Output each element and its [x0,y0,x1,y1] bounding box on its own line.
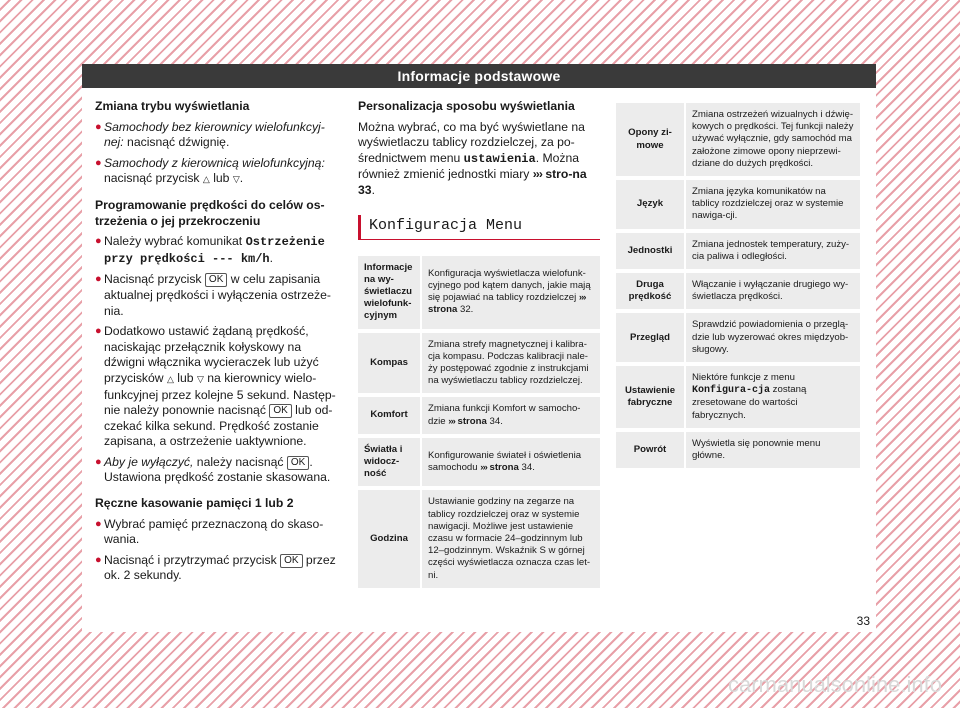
table-row [616,273,860,309]
instruction-text: . [269,250,274,265]
table-key: Ustawienie fabryczne [616,366,686,428]
page-ref-arrow-icon: ››› [480,462,487,474]
bullet-icon: ● [95,273,102,286]
bullet-icon: ● [95,517,102,530]
ok-button-icon: OK [269,404,291,418]
instruction-text: Nacisnąć i przytrzymać przycisk [104,552,281,567]
table-value [686,273,860,309]
watermark: carmanualsonline.info [727,672,942,697]
table-key: Światła i widocz-ność [358,438,422,487]
triangle-down-icon: ▽ [232,174,240,185]
section-title-memory-reset: Ręczne kasowanie pamięci 1 lub 2 [95,496,294,511]
page-reference: stro-na 33 [358,167,587,197]
value-text: zostaną zresetowane do wartości fabrycznych. [692,384,807,421]
value-text: Zmiana strefy magnetycznej i kalibra-cja kompasu. Podczas kalibracji nale-ży postępować zgodnie z instrukcjami na wyświetlaczu tablicy rozdzielczej. [428,338,589,387]
instruction-text: lub od-czekać kilka sekund. Prędkość zostanie zapisana, a ostrzeżenie uaktywnione. [104,403,333,449]
list-item [95,234,343,267]
bullet-icon: ● [95,553,102,566]
list-item [95,120,343,151]
table-row [616,103,860,176]
instruction-text: Wybrać pamięć przeznaczoną do skaso-wania. [104,516,324,547]
page-header: Informacje podstawowe [82,64,876,88]
table-row [358,490,600,587]
bullet-icon: ● [95,455,102,468]
table-value [686,103,860,176]
page-reference: strona [454,415,487,427]
table-value [422,256,600,329]
ok-button-icon: OK [280,554,302,568]
page-reference: strona [486,462,519,474]
bullet-icon: ● [95,235,102,248]
instruction-text: nacisnąć przycisk [104,171,203,186]
page-reference-number: 34. [518,462,535,474]
condition-text: Samochody z kierownicą wielofunkcyjną: [104,155,325,170]
display-message: Ostrzeżenie przy prędkości --- km/h [104,235,325,266]
table-key: Kompas [358,333,422,394]
section-heading-config-menu: Konfiguracja Menu [358,215,600,240]
instruction-text: . [239,171,244,186]
table-key: Opony zi-mowe [616,103,686,176]
value-text: Zmiana funkcji Komfort w samocho-dzie [428,403,581,427]
table-value [422,438,600,487]
table-row [616,432,860,468]
table-row [616,366,860,428]
table-row [358,256,600,329]
page-number: 33 [856,614,870,628]
value-text: Zmiana języka komunikatów na tablicy rozdzielczej oraz w systemie nawiga-cji. [692,186,844,222]
page-ref-arrow-icon: ››› [448,415,455,427]
instruction-text: Nacisnąć przycisk [104,272,205,287]
table-row [616,180,860,229]
column-left [95,99,343,589]
triangle-up-icon: △ [166,373,174,384]
paragraph [358,120,600,199]
config-menu-table-continued [616,99,860,472]
table-row [616,313,860,362]
table-value [686,313,860,362]
ok-button-icon: OK [287,456,309,470]
table-key: Powrót [616,432,686,468]
table-key: Przegląd [616,313,686,362]
section-title-display-mode: Zmiana trybu wyświetlania [95,99,250,113]
list-item [95,517,343,548]
table-row [358,333,600,394]
manual-page [82,64,876,632]
instruction-text: lub [209,171,233,186]
ok-button-icon: OK [205,273,227,287]
value-text: Wyświetla się ponownie menu główne. [692,437,821,462]
list-item [95,553,343,584]
triangle-down-icon: ▽ [196,373,204,384]
bullet-icon: ● [95,325,102,338]
table-row [358,438,600,487]
table-key: Komfort [358,397,422,433]
instruction-text: przez ok. 2 sekundy. [104,552,336,583]
section-title-personalization: Personalizacja sposobu wyświetlania [358,99,575,113]
condition-text: Aby je wyłączyć, [104,454,194,469]
list-item [95,324,343,450]
table-value [422,397,600,433]
condition-text: Samochody bez kierownicy wielofunkcyj-nej: [104,119,325,150]
table-key: Jednostki [616,233,686,269]
table-value [422,333,600,394]
instruction-text: należy nacisnąć [193,454,287,469]
paragraph-text: . Można również zmienić jednostki miary [358,150,580,182]
instruction-text: w celu zapisania aktualnej prędkości i wyłączenia ostrzeże-nia. [104,272,331,318]
value-text: Konfiguracja wyświetlacza wielofunk-cyjnego pod kątem danych, jakie mają się pojawiać na tablicy rozdzielczej [428,267,591,304]
page-reference: strona [428,304,458,316]
column-middle [358,99,600,592]
table-value [686,233,860,269]
section-title-speed-warning: Programowanie prędkości do celów os-trzeżenia o jej przekroczeniu [95,197,325,228]
value-text: Włączanie i wyłączanie drugiego wy-świetlacza prędkości. [692,279,849,303]
page-reference-number: 32. [457,304,474,316]
table-key: Język [616,180,686,229]
table-row [358,397,600,433]
table-value [686,432,860,468]
config-menu-table [358,252,600,592]
paragraph-text: . [371,182,375,197]
value-text: Konfigurowanie świateł i oświetlenia samochodu [428,449,582,474]
table-value [686,366,860,428]
menu-name: ustawienia [463,151,536,166]
table-key: Godzina [358,490,422,587]
table-value [686,180,860,229]
paragraph-text: Można wybrać, co ma być wyświetlane na wyświetlaczu tablicy rozdzielczej, za po-średnictwem menu [358,119,585,165]
instruction-text: na kierownicy wielo-funkcyjnej przez kolejne 5 sekund. Następ-nie należy ponownie nacisnąć [104,370,336,418]
instruction-text: Należy wybrać komunikat [104,234,246,249]
value-text: Ustawianie godziny na zegarze na tablicy rozdzielczej oraz w systemie nawigacji. Możliwe jest ustawienie czasu w formacie 24–godzinnym lub 12–godzinnym. Wskaźnik S w górnej części wyświetlacza oznacza czas let-ni. [428,496,591,581]
column-right [616,99,860,472]
bullet-icon: ● [95,120,102,133]
instruction-text: nacisnąć dźwignię. [123,135,230,150]
instruction-text: . Ustawiona prędkość zostanie skasowana. [104,454,331,485]
table-value [422,490,600,587]
instruction-text: lub [173,370,197,385]
bullet-icon: ● [95,156,102,169]
table-row [616,233,860,269]
list-item [95,272,343,319]
triangle-up-icon: △ [202,174,210,185]
page-reference-number: 34. [486,415,503,427]
page-ref-arrow-icon: ››› [578,292,586,304]
value-text: Niektóre funkcje z menu [692,372,795,384]
list-item [95,455,343,486]
value-text: Zmiana ostrzeżeń wizualnych i dźwię-kowych o prędkości. Tej funkcji należy używać wyłącznie, gdy samochód ma założone zimowe opony nieprzewi-dziane do dużych prędkości. [692,109,854,169]
table-key: Informacje na wy-świetlaczu wielofunk-cyjnym [358,256,422,329]
instruction-text: Dodatkowo ustawić żądaną prędkość, naciskając przełącznik kołyskowy na dźwigni włącznika wycieraczek lub użyć przycisków [104,324,319,385]
list-item [95,156,343,188]
menu-name: Konfigura-cja [692,385,771,397]
table-key: Druga prędkość [616,273,686,309]
page-ref-arrow-icon: ››› [532,167,542,182]
value-text: Zmiana jednostek temperatury, zuży-cia paliwa i odległości. [692,238,850,262]
value-text: Sprawdzić powiadomienia o przeglą-dzie lub wyzerować okres międzyob-sługowy. [692,319,849,355]
